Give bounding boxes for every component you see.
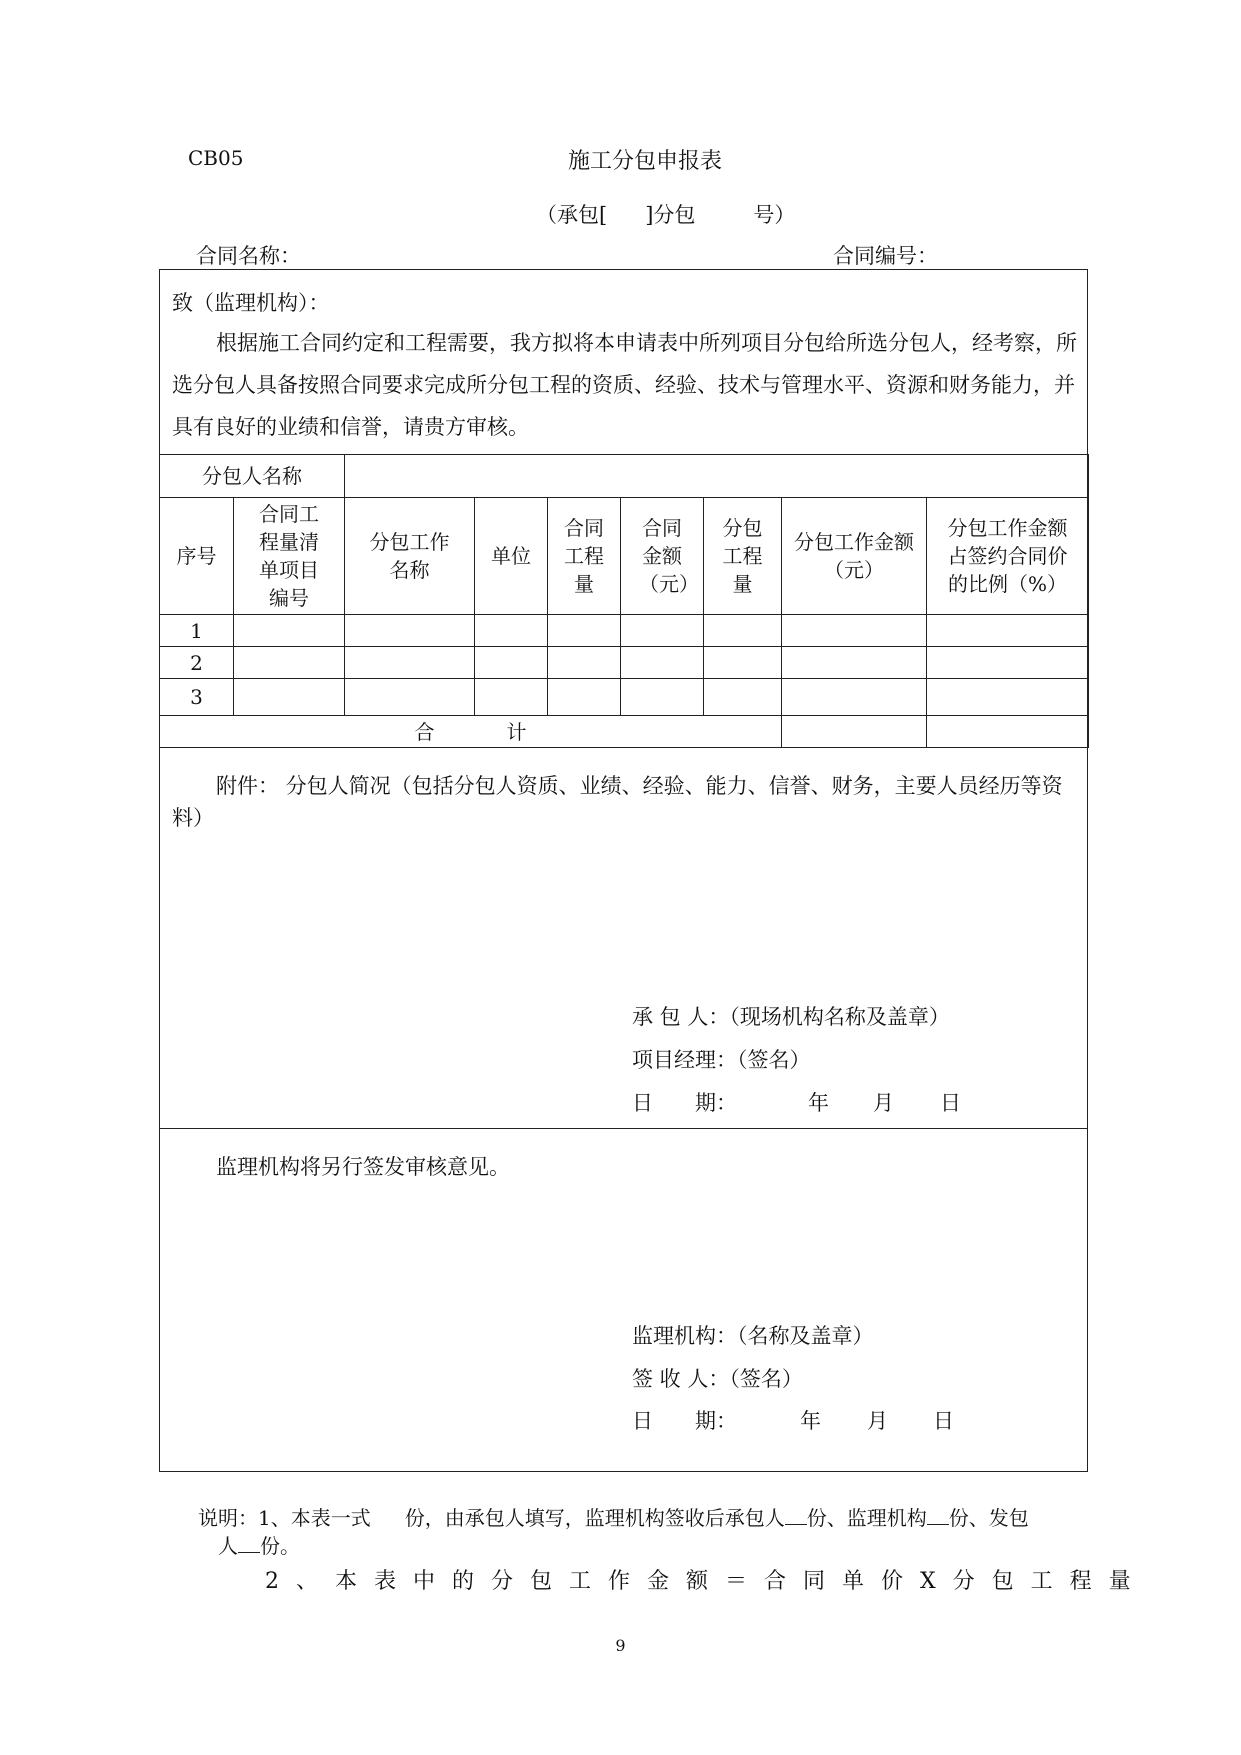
col-sub-ratio: 分包工作金额占签约合同价的比例（%） xyxy=(927,498,1089,615)
form-subtitle xyxy=(536,199,795,229)
cell[interactable] xyxy=(621,615,704,647)
contract-no-label: 合同编号： xyxy=(833,244,938,268)
cell[interactable] xyxy=(927,679,1089,716)
section-divider xyxy=(159,1128,1088,1129)
page-number: 9 xyxy=(615,1636,626,1655)
total-sub-amount[interactable] xyxy=(782,716,927,748)
col-sub-qty: 分包工程量 xyxy=(704,498,782,615)
cell[interactable] xyxy=(782,615,927,647)
addressee: 致（监理机构）： xyxy=(172,291,330,315)
supervisor-date-month: 月 xyxy=(867,1409,888,1433)
cell[interactable] xyxy=(345,679,475,716)
cell[interactable] xyxy=(234,615,345,647)
cell[interactable] xyxy=(927,615,1089,647)
subcontractor-name-value[interactable] xyxy=(345,455,1089,498)
cell[interactable] xyxy=(704,679,782,716)
note1-b: 份，由承包人填写，监理机构签收后承包人 xyxy=(404,1506,785,1530)
subcontractor-name-label: 分包人名称 xyxy=(160,455,345,498)
contractor-date-day: 日 xyxy=(940,1091,961,1115)
note1-c: 份、监理机构 xyxy=(806,1506,927,1530)
subcontract-table xyxy=(159,454,1089,748)
note1-f: 份。 xyxy=(260,1534,300,1558)
attachment-note: 附件： 分包人简况（包括分包人资质、业绩、经验、能力、信誉、财务，主要人员经历等资料） xyxy=(172,774,1063,830)
supervisor-date-day: 日 xyxy=(933,1409,954,1433)
cell[interactable] xyxy=(548,679,621,716)
col-seq: 序号 xyxy=(160,498,234,615)
cell[interactable] xyxy=(782,679,927,716)
supervisor-label: 监理机构：（名称及盖章） xyxy=(632,1324,874,1348)
cell[interactable] xyxy=(475,615,548,647)
col-unit: 单位 xyxy=(475,498,548,615)
receiver-label: 签 收 人：（签名） xyxy=(632,1367,803,1391)
intro-paragraph: 根据施工合同约定和工程需要，我方拟将本申请表中所列项目分包给所选分包人，经考察，所选分包人具备按照合同要求完成所分包工程的资质、经验、技术与管理水平、资源和财务能力，并具有良好的业绩和信誉，请贵方审核。 xyxy=(172,331,1077,439)
contractor-date-year: 年 xyxy=(808,1091,829,1115)
cell[interactable] xyxy=(475,647,548,679)
note2: 2、本表中的分包工作金额＝合同单价X分包工程量 xyxy=(265,1569,1148,1594)
cell[interactable] xyxy=(782,647,927,679)
cell[interactable] xyxy=(704,615,782,647)
row-seq: 1 xyxy=(160,615,234,647)
cell[interactable] xyxy=(234,679,345,716)
supervisor-date-label: 日 期： xyxy=(632,1409,737,1433)
supervisor-note: 监理机构将另行签发审核意见。 xyxy=(216,1155,510,1179)
contractor-label: 承 包 人：（现场机构名称及盖章） xyxy=(632,1005,950,1029)
contractor-date-label: 日 期： xyxy=(632,1091,737,1115)
table-row xyxy=(160,615,1089,647)
table-row xyxy=(160,679,1089,716)
subtitle-suffix: 号） xyxy=(753,203,796,227)
table-row xyxy=(160,647,1089,679)
cell[interactable] xyxy=(548,615,621,647)
form-title: 施工分包申报表 xyxy=(567,149,722,174)
col-item-code: 合同工程量清单项目编号 xyxy=(234,498,345,615)
notes xyxy=(198,1504,1098,1560)
form-frame xyxy=(159,269,1088,1472)
total-row xyxy=(160,716,1089,748)
cell[interactable] xyxy=(927,647,1089,679)
col-contract-qty: 合同工程量 xyxy=(548,498,621,615)
contract-name-label: 合同名称： xyxy=(196,244,301,268)
project-manager-label: 项目经理：（签名） xyxy=(632,1048,811,1072)
row-seq: 3 xyxy=(160,679,234,716)
cell[interactable] xyxy=(621,647,704,679)
cell[interactable] xyxy=(475,679,548,716)
total-label-2: 计 xyxy=(506,719,527,744)
cell[interactable] xyxy=(345,647,475,679)
total-label-1: 合 xyxy=(414,719,435,744)
subtitle-prefix: （承包[ xyxy=(536,203,608,227)
form-code: CB05 xyxy=(188,146,244,170)
total-label xyxy=(160,716,782,748)
cell[interactable] xyxy=(621,679,704,716)
col-contract-amount: 合同金额（元） xyxy=(621,498,704,615)
note1-a: 说明：1、本表一式 xyxy=(198,1506,371,1530)
contractor-date-month: 月 xyxy=(873,1091,894,1115)
note1-d: 份、发包 xyxy=(948,1506,1029,1530)
cell[interactable] xyxy=(234,647,345,679)
row-seq: 2 xyxy=(160,647,234,679)
col-sub-amount: 分包工作金额（元） xyxy=(782,498,927,615)
total-sub-ratio[interactable] xyxy=(927,716,1089,748)
cell[interactable] xyxy=(548,647,621,679)
subtitle-mid: ]分包 xyxy=(645,203,696,227)
col-work-name: 分包工作名称 xyxy=(345,498,475,615)
cell[interactable] xyxy=(704,647,782,679)
note1-e: 人 xyxy=(218,1534,238,1558)
cell[interactable] xyxy=(345,615,475,647)
supervisor-date-year: 年 xyxy=(800,1409,821,1433)
